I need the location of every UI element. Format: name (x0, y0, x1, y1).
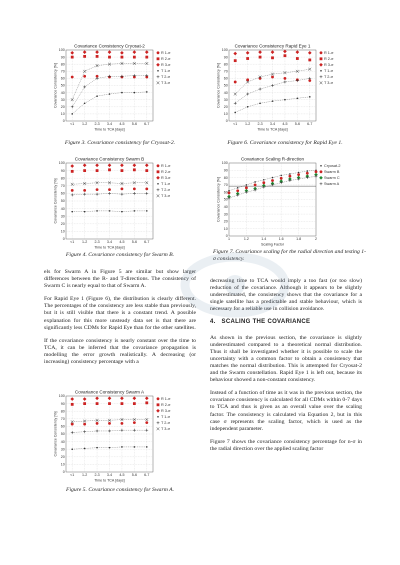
y-tick-label: 30 (60, 97, 65, 102)
x-axis-label: Time to TCA [days] (94, 478, 125, 483)
x-tick-label: 1.2 (243, 237, 249, 241)
legend-marker (157, 170, 160, 173)
data-point-r-2-sigma (83, 169, 86, 172)
data-point-t-1-sigma (134, 92, 136, 94)
y-tick-label: 10 (60, 462, 65, 467)
data-point-r-2-sigma (145, 56, 148, 59)
data-point-t-1-sigma (71, 448, 73, 450)
data-point-t-1-sigma (84, 102, 86, 104)
legend-entry: R 1-σ (324, 51, 334, 55)
legend-marker (157, 164, 160, 167)
y-tick-label: 20 (60, 105, 65, 109)
legend-entry: R 1-σ (161, 164, 171, 168)
legend-entry: R 2-σ (324, 57, 334, 61)
y-tick-label: 70 (60, 69, 65, 74)
legend-marker (320, 51, 323, 54)
y-tick-label: 60 (223, 76, 228, 81)
data-point-t-1-sigma (96, 95, 98, 97)
legend-entry: R 3-σ (161, 409, 171, 413)
x-tick-label: <1 (233, 122, 238, 126)
y-tick-label: 80 (223, 175, 228, 180)
legend-marker (319, 176, 323, 180)
x-tick-label: 5-6 (131, 473, 137, 477)
chart-cryosat-2 (52, 42, 187, 132)
data-point-r-2-sigma (145, 401, 148, 404)
y-tick-label: 20 (60, 455, 65, 459)
y-tick-label: 100 (221, 48, 228, 53)
data-point-t-1-sigma (146, 91, 148, 93)
y-tick-label: 30 (223, 212, 228, 217)
legend-entry: R 2-σ (161, 170, 171, 174)
data-point-r-2-sigma (83, 402, 86, 405)
data-point-cryosat-2 (280, 175, 282, 177)
data-point-r-1-sigma (71, 76, 74, 79)
data-point-t-1-sigma (109, 93, 111, 95)
caption-figure-4: Figure 4. Covariance consistency for Swarm B. (65, 252, 175, 258)
x-tick-label: 2 (315, 237, 317, 241)
legend-marker (157, 416, 159, 418)
data-point-r-2-sigma (108, 56, 111, 59)
y-tick-label: 0 (62, 119, 65, 124)
data-point-r-1-sigma (145, 187, 148, 190)
y-tick-label: 90 (60, 168, 65, 173)
paragraph-rapid-eye: For Rapid Eye 1 (Figure 6), the distribution is clearly different. The percentages of the consistency are less stable than previously, but it is still visible that there is a constant trend. A possible explanation for this more unsteady data set is that there are significantly less CDMs for Rapid Eye than for the other satellites. (44, 296, 196, 331)
x-tick-label: <1 (70, 240, 75, 244)
x-tick-label: 2-3 (94, 473, 100, 477)
legend-marker (320, 81, 323, 84)
data-point-cryosat-2 (263, 179, 265, 181)
x-tick-label: 1-2 (82, 473, 88, 477)
y-tick-label: 20 (60, 222, 65, 226)
data-point-swarm-b (315, 170, 318, 173)
data-point-r-2-sigma (133, 168, 136, 171)
legend-marker (156, 176, 160, 180)
data-point-r-2-sigma (133, 402, 136, 405)
data-point-t-1-sigma (121, 92, 123, 94)
y-tick-label: 80 (60, 409, 65, 414)
chart-title: Covariance Consistency Swarm A (74, 389, 145, 395)
y-tick-label: 60 (60, 76, 65, 81)
chart-svg (52, 155, 187, 250)
data-point-r-1-sigma (133, 421, 136, 424)
x-tick-label: 5-6 (294, 122, 300, 126)
y-tick-label: 60 (60, 424, 65, 429)
data-point-cryosat-2 (307, 170, 309, 172)
legend-marker (157, 403, 160, 406)
y-tick-label: 10 (60, 229, 65, 234)
data-point-r-2-sigma (121, 56, 124, 59)
chart-title: Covariance Consistency Cryosat-2 (74, 43, 145, 49)
legend-marker (320, 75, 323, 78)
section-number: 4. (210, 319, 216, 326)
x-tick-label: <1 (70, 473, 75, 477)
x-tick-label: 2-3 (257, 122, 263, 126)
data-point-r-2-sigma (121, 169, 124, 172)
chart-swarm-a (52, 388, 187, 483)
data-point-swarm-b (306, 172, 309, 175)
x-axis-label: Time to TCA [days] (257, 127, 288, 132)
chart-rapid-eye-1 (215, 42, 350, 132)
data-point-t-1-sigma (84, 211, 86, 213)
y-tick-label: 40 (60, 206, 65, 211)
legend-entry: R 3-σ (161, 63, 171, 67)
y-tick-label: 90 (223, 168, 228, 173)
left-column (44, 269, 196, 372)
data-point-r-2-sigma (296, 57, 299, 60)
data-point-r-1-sigma (83, 423, 86, 426)
y-tick-label: 20 (223, 105, 228, 109)
data-point-r-1-sigma (71, 189, 74, 192)
legend-marker (320, 165, 322, 167)
data-point-r-2-sigma (259, 56, 262, 59)
y-tick-label: 10 (60, 112, 65, 117)
legend-entry: T 3-σ (324, 81, 334, 85)
legend-entry: T 2-σ (324, 75, 334, 79)
data-point-t-1-sigma (247, 106, 249, 108)
data-point-cryosat-2 (254, 181, 256, 183)
y-tick-label: 40 (223, 205, 228, 209)
y-tick-label: 80 (60, 176, 65, 181)
y-tick-label: 70 (60, 417, 65, 421)
x-tick-label: 1-2 (245, 122, 251, 126)
data-point-r-1-sigma (108, 188, 111, 191)
data-point-swarm-b (254, 184, 257, 187)
chart-title: Covariance Consistency Rapid Eye 1 (234, 43, 311, 49)
data-point-cryosat-2 (298, 172, 300, 174)
y-tick-label: 20 (223, 219, 228, 224)
y-tick-label: 0 (225, 119, 228, 124)
legend-marker (157, 421, 160, 424)
section-title: SCALING THE COVARIANCE (221, 319, 311, 326)
caption-figure-3: Figure 3. Covariance consistency for Cryosat-2. (64, 140, 176, 146)
x-tick-label: 1.4 (261, 237, 267, 241)
data-point-t-1-sigma (121, 446, 123, 448)
y-tick-label: 100 (58, 394, 65, 399)
data-point-swarm-b (228, 192, 231, 195)
legend-entry: T 3-σ (161, 427, 171, 431)
x-tick-label: 6-7 (144, 240, 150, 244)
legend-entry: R 1-σ (161, 397, 171, 401)
x-tick-label: 3-4 (106, 473, 113, 477)
legend-marker (157, 57, 160, 60)
legend-entry: Swarm C (324, 176, 340, 180)
paragraph-figure-7: Figure 7 shows the covariance consistency percentage for n-σ in the radial direction over the applied scaling factor (210, 438, 362, 452)
legend-entry: T 2-σ (161, 421, 171, 425)
y-tick-label: 90 (60, 55, 65, 60)
data-point-r-2-sigma (71, 170, 74, 173)
y-tick-label: 0 (62, 470, 65, 475)
y-tick-label: 40 (60, 439, 65, 444)
legend-entry: T 1-σ (161, 182, 171, 186)
data-point-swarm-b (280, 177, 283, 180)
legend-marker (157, 51, 160, 54)
data-point-t-1-sigma (146, 446, 148, 448)
data-point-r-1-sigma (284, 77, 287, 80)
data-point-t-1-sigma (71, 211, 73, 213)
data-point-r-2-sigma (96, 402, 99, 405)
legend-marker (320, 57, 323, 60)
data-point-r-1-sigma (145, 421, 148, 424)
data-point-r-2-sigma (108, 168, 111, 171)
x-tick-label: 1.8 (296, 237, 302, 241)
y-tick-label: 0 (62, 237, 65, 242)
data-point-cryosat-2 (272, 177, 274, 179)
x-tick-label: 1-2 (82, 122, 88, 126)
x-tick-label: 1.6 (278, 237, 284, 241)
data-point-t-1-sigma (109, 447, 111, 449)
y-tick-label: 30 (60, 214, 65, 219)
x-tick-label: 4-5 (282, 122, 288, 126)
legend-entry: R 2-σ (161, 57, 171, 61)
data-point-swarm-b (262, 181, 265, 184)
legend-marker (320, 182, 323, 185)
data-point-cryosat-2 (237, 187, 239, 189)
x-axis-label: Scaling Factor (261, 242, 284, 247)
y-tick-label: 30 (60, 447, 65, 452)
legend-entry: T 2-σ (161, 75, 171, 79)
y-tick-label: 90 (223, 55, 228, 60)
data-point-cryosat-2 (228, 190, 230, 192)
chart-title: Covariance Consistency Swarm B (74, 156, 145, 162)
data-point-r-1-sigma (121, 187, 124, 190)
legend-entry: T 2-σ (161, 188, 171, 192)
y-tick-label: 0 (225, 234, 228, 239)
data-point-r-1-sigma (83, 75, 86, 78)
data-point-r-2-sigma (284, 54, 287, 57)
x-tick-label: <1 (70, 122, 75, 126)
data-point-r-2-sigma (71, 403, 74, 406)
data-point-r-2-sigma (234, 59, 237, 62)
y-tick-label: 50 (60, 199, 65, 204)
x-tick-label: 2-3 (94, 122, 100, 126)
chart-title: Covariance Scaling R-direction (240, 156, 305, 162)
y-tick-label: 10 (223, 226, 228, 231)
legend-marker (157, 188, 160, 191)
data-point-t-1-sigma (297, 97, 299, 99)
y-tick-label: 100 (221, 161, 228, 166)
legend-marker (157, 183, 159, 185)
legend-entry: T 3-σ (161, 81, 171, 85)
data-point-t-1-sigma (272, 100, 274, 102)
legend-entry: T 1-σ (161, 415, 171, 419)
legend-marker (156, 409, 160, 413)
y-axis-label: Covariance Consistency [%] (53, 411, 58, 457)
y-tick-label: 10 (223, 112, 228, 117)
caption-figure-6: Figure 6. Covariance consistency for Rapid Eye 1. (227, 140, 343, 146)
data-point-r-2-sigma (308, 59, 311, 62)
legend-entry: R 3-σ (324, 63, 334, 67)
y-tick-label: 70 (60, 184, 65, 188)
data-point-t-1-sigma (121, 211, 123, 213)
paragraph-swarm-a: els for Swarm A in Figure 5 are similar but show larger differences between the R- and T-directions. The consistency of Swarm C is nearly equal to that of Swarm A. (44, 269, 196, 290)
data-point-r-1-sigma (83, 189, 86, 192)
legend-marker (319, 63, 323, 67)
y-axis-label: Covariance Consistency [%] (216, 63, 221, 108)
legend-entry: T 1-σ (161, 69, 171, 73)
y-tick-label: 100 (58, 48, 65, 53)
y-tick-label: 60 (223, 190, 228, 195)
data-point-cryosat-2 (246, 184, 248, 186)
legend-marker (156, 63, 160, 67)
paragraph-scaling-intro: As shown in the previous section, the covariance is slightly underestimated compared to a theoretical normal distribution. Thus it shall be investigated whether it is possible to scale the uncertainty with a common factor to obtain a consistency that matches the normal distribution. This is attempted for Cryosat-2 and the Swarm constellation. Rapid Eye 1 is left out, because its behaviour showed a non-constant consistency. (210, 334, 362, 384)
x-axis-label: Time to TCA [days] (94, 245, 125, 250)
y-tick-label: 50 (60, 432, 65, 437)
chart-covariance-scaling (215, 155, 350, 247)
x-tick-label: 3-4 (269, 122, 276, 126)
x-tick-label: 6-7 (144, 122, 150, 126)
data-point-swarm-b (236, 189, 239, 192)
data-point-t-1-sigma (134, 210, 136, 212)
data-point-t-1-sigma (309, 96, 311, 98)
data-point-swarm-b (271, 179, 274, 182)
legend-entry: Cryosat-2 (324, 164, 341, 168)
y-tick-label: 60 (60, 191, 65, 196)
y-tick-label: 80 (60, 62, 65, 67)
legend-entry: Swarm B (324, 170, 340, 174)
data-point-r-2-sigma (83, 55, 86, 58)
x-tick-label: 1 (228, 237, 230, 241)
data-point-swarm-b (289, 175, 292, 178)
legend-entry: T 3-σ (161, 194, 171, 198)
legend-entry: T 1-σ (324, 69, 334, 73)
y-tick-label: 80 (223, 62, 228, 67)
y-tick-label: 50 (60, 83, 65, 88)
data-point-r-1-sigma (133, 187, 136, 190)
data-point-r-1-sigma (121, 422, 124, 425)
data-point-swarm-b (297, 173, 300, 176)
data-point-t-1-sigma (234, 112, 236, 114)
chart-swarm-b (52, 155, 187, 250)
x-tick-label: 4-5 (119, 240, 125, 244)
section-heading (210, 319, 362, 326)
chart-svg (215, 155, 350, 247)
legend-marker (320, 170, 323, 173)
y-axis-label: Covariance Consistency [%] (216, 177, 221, 222)
x-axis-label: Time to TCA [days] (94, 127, 125, 132)
data-point-r-1-sigma (96, 188, 99, 191)
paragraph-decreasing-time: decreasing time to TCA would imply a too fast (or too slow) reduction of the covariance. Although it appears to be slightly underestimated, the consistency shows that the covariance for a single satellite has a predictable and stable behaviour, which is necessary for a reliable use in collision avoidance. (210, 278, 362, 313)
data-point-r-2-sigma (121, 402, 124, 405)
data-point-r-1-sigma (271, 76, 274, 79)
data-point-t-1-sigma (84, 448, 86, 450)
chart-svg (52, 388, 187, 483)
legend-marker (157, 70, 159, 72)
y-tick-label: 70 (223, 69, 228, 74)
data-point-r-2-sigma (271, 56, 274, 59)
data-point-t-1-sigma (96, 447, 98, 449)
y-tick-label: 50 (223, 197, 228, 202)
x-tick-label: 4-5 (119, 473, 125, 477)
legend-marker (157, 81, 160, 84)
data-point-swarm-b (245, 186, 248, 189)
x-tick-label: 1-2 (82, 240, 88, 244)
y-tick-label: 30 (223, 97, 228, 102)
data-point-t-1-sigma (109, 210, 111, 212)
chart-svg (52, 42, 187, 132)
legend-marker (157, 427, 160, 430)
data-point-cryosat-2 (289, 173, 291, 175)
data-point-r-2-sigma (246, 57, 249, 60)
data-point-t-1-sigma (96, 210, 98, 212)
y-tick-label: 100 (58, 161, 65, 166)
data-point-t-1-sigma (284, 99, 286, 101)
y-tick-label: 40 (223, 90, 228, 95)
legend-marker (157, 194, 160, 197)
data-point-r-2-sigma (108, 402, 111, 405)
data-point-t-1-sigma (146, 210, 148, 212)
y-tick-label: 70 (223, 183, 228, 188)
x-tick-label: 6-7 (144, 473, 150, 477)
chart-svg (215, 42, 350, 132)
y-tick-label: 50 (223, 83, 228, 88)
legend-entry: Swarm A (324, 182, 340, 186)
y-tick-label: 40 (60, 90, 65, 95)
data-point-r-1-sigma (108, 422, 111, 425)
legend-marker (157, 75, 160, 78)
caption-figure-7: Figure 7. Covariance scaling for the radial direction and testing 1-σ consistency. (213, 249, 366, 262)
x-tick-label: 6-7 (307, 122, 313, 126)
y-tick-label: 90 (60, 401, 65, 406)
y-axis-label: Covariance Consistency [%] (53, 63, 58, 108)
data-point-t-1-sigma (259, 102, 261, 104)
paragraph-scaling-method: Instead of a function of time as it was in the previous section, the covariance consistency is calculated for all CDMs within 0-7 days to TCA and thus is given as an overall value over the scaling factor. The consistency is calculated via Equation 2, but in this case σ represents the scaling factor, which is used as the independent parameter. (210, 390, 362, 432)
data-point-t-1-sigma (134, 446, 136, 448)
data-point-r-1-sigma (96, 422, 99, 425)
data-point-r-1-sigma (234, 81, 237, 84)
data-point-r-2-sigma (96, 169, 99, 172)
legend-entry: R 2-σ (161, 403, 171, 407)
caption-figure-5: Figure 5. Covariance consistency for Swarm A. (65, 487, 175, 493)
data-point-r-2-sigma (145, 169, 148, 172)
data-point-r-2-sigma (96, 55, 99, 58)
x-tick-label: 5-6 (131, 240, 137, 244)
x-tick-label: 3-4 (106, 240, 113, 244)
legend-entry: R 3-σ (161, 176, 171, 180)
y-axis-label: Covariance Consistency [%] (53, 178, 58, 224)
x-tick-label: 4-5 (119, 122, 125, 126)
data-point-r-2-sigma (133, 56, 136, 59)
legend-entry: R 1-σ (161, 51, 171, 55)
watermark-logo (180, 250, 290, 320)
x-tick-label: 2-3 (94, 240, 100, 244)
legend-marker (157, 397, 160, 400)
data-point-r-2-sigma (71, 56, 74, 59)
x-tick-label: 3-4 (106, 122, 113, 126)
x-tick-label: 5-6 (131, 122, 137, 126)
legend-marker (320, 70, 322, 72)
data-point-t-1-sigma (71, 113, 73, 115)
paragraph-constant-consistency: If the covariance consistency is nearly constant over the time to TCA, it can be inferred that the covariance propagation is modelling the error growth realistically. A decreasing (or increasing) consistency percentage with a (44, 337, 196, 366)
